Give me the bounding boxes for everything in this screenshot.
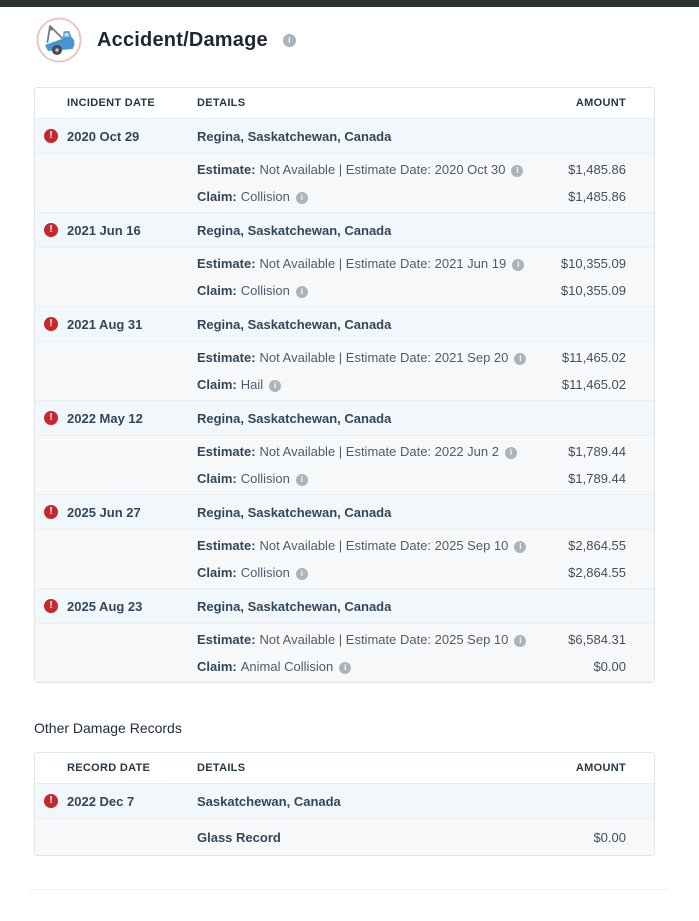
alert-gutter <box>35 223 67 237</box>
tow-truck-icon <box>36 17 82 63</box>
estimate-amount: $11,465.02 <box>561 350 626 365</box>
alert-icon: ! <box>44 505 58 519</box>
incident-location: Regina, Saskatchewan, Canada <box>197 504 392 520</box>
incident-location: Regina, Saskatchewan, Canada <box>197 598 392 614</box>
claim-amount: $2,864.55 <box>568 565 626 580</box>
claim-text <box>197 565 308 580</box>
estimate-value: Not Available | Estimate Date: 2021 Sep 20 <box>259 350 509 365</box>
claim-value: Collision <box>240 565 290 580</box>
other-damage-title: Other Damage Records <box>34 720 182 736</box>
table-header <box>35 753 654 783</box>
incident-date: 2021 Aug 31 <box>67 316 143 332</box>
claim-amount: $1,485.86 <box>568 189 626 204</box>
estimate-label: Estimate: <box>197 632 256 647</box>
estimate-label: Estimate: <box>197 538 256 553</box>
estimate-label: Estimate: <box>197 162 256 177</box>
estimate-label: Estimate: <box>197 256 256 271</box>
estimate-text <box>197 256 524 271</box>
incident-date: 2021 Jun 16 <box>67 222 141 238</box>
alert-icon: ! <box>44 411 58 425</box>
incident-detail-block <box>35 623 654 682</box>
incident-location: Regina, Saskatchewan, Canada <box>197 128 392 144</box>
col-details: DETAILS <box>197 762 246 774</box>
record-line <box>197 819 626 855</box>
alert-icon: ! <box>44 599 58 613</box>
incident-detail-block <box>35 435 654 494</box>
alert-gutter <box>35 129 67 143</box>
info-icon[interactable]: i <box>505 447 517 459</box>
estimate-value: Not Available | Estimate Date: 2022 Jun 2 <box>259 444 499 459</box>
incident-date-row <box>35 118 654 153</box>
incident-date: 2025 Jun 27 <box>67 504 141 520</box>
alert-icon: ! <box>44 317 58 331</box>
page-title: Accident/Damage <box>97 28 268 51</box>
estimate-line <box>197 626 626 653</box>
claim-value: Hail <box>240 377 264 392</box>
col-details: DETAILS <box>197 97 246 109</box>
info-icon[interactable]: i <box>339 662 351 674</box>
record-location: Saskatchewan, Canada <box>197 793 341 809</box>
claim-amount: $1,789.44 <box>568 471 626 486</box>
claim-line <box>197 371 626 398</box>
col-amount: AMOUNT <box>575 97 626 109</box>
info-icon[interactable]: i <box>269 380 281 392</box>
estimate-label: Estimate: <box>197 350 256 365</box>
col-record-date: RECORD DATE <box>67 762 151 774</box>
incident-location: Regina, Saskatchewan, Canada <box>197 316 392 332</box>
section-header <box>36 17 699 63</box>
estimate-amount: $1,789.44 <box>568 444 626 459</box>
incident-date-row <box>35 306 654 341</box>
alert-gutter <box>35 599 67 613</box>
incident-detail-block <box>35 341 654 400</box>
record-type: Glass Record <box>197 829 281 845</box>
incident-detail-block <box>35 247 654 306</box>
claim-amount: $11,465.02 <box>561 377 626 392</box>
incident-location: Regina, Saskatchewan, Canada <box>197 410 392 426</box>
col-amount: AMOUNT <box>575 762 626 774</box>
estimate-value: Not Available | Estimate Date: 2025 Sep 10 <box>259 632 509 647</box>
incident-detail-block <box>35 529 654 588</box>
estimate-label: Estimate: <box>197 444 256 459</box>
incident-date-row <box>35 588 654 623</box>
estimate-text <box>197 444 517 459</box>
info-icon[interactable]: i <box>296 192 308 204</box>
alert-gutter <box>35 505 67 519</box>
claim-value: Collision <box>240 471 290 486</box>
incident-date-row <box>35 212 654 247</box>
estimate-amount: $1,485.86 <box>568 162 626 177</box>
claim-text <box>197 189 308 204</box>
incident-date-row <box>35 494 654 529</box>
table-header <box>35 88 654 118</box>
col-incident-date: INCIDENT DATE <box>67 97 156 109</box>
top-bar <box>0 0 699 7</box>
info-icon[interactable]: i <box>512 259 524 271</box>
claim-label: Claim: <box>197 189 237 204</box>
estimate-line <box>197 344 626 371</box>
estimate-value: Not Available | Estimate Date: 2020 Oct 30 <box>259 162 506 177</box>
claim-line <box>197 465 626 492</box>
estimate-line <box>197 438 626 465</box>
estimate-text <box>197 632 526 647</box>
alert-icon: ! <box>44 129 58 143</box>
estimate-value: Not Available | Estimate Date: 2025 Sep 10 <box>259 538 509 553</box>
incident-date: 2022 May 12 <box>67 410 143 426</box>
alert-gutter <box>35 794 67 808</box>
info-icon[interactable]: i <box>296 568 308 580</box>
info-icon[interactable]: i <box>283 34 296 47</box>
claim-value: Collision <box>240 283 290 298</box>
record-amount: $0.00 <box>593 829 626 845</box>
claim-label: Claim: <box>197 377 237 392</box>
info-icon[interactable]: i <box>514 353 526 365</box>
estimate-amount: $6,584.31 <box>568 632 626 647</box>
estimate-text <box>197 538 526 553</box>
estimate-amount: $10,355.09 <box>560 256 626 271</box>
incident-detail-block <box>35 153 654 212</box>
claim-text <box>197 283 308 298</box>
estimate-line <box>197 250 626 277</box>
estimate-line <box>197 156 626 183</box>
info-icon[interactable]: i <box>296 474 308 486</box>
incident-date: 2020 Oct 29 <box>67 128 140 144</box>
claim-line <box>197 183 626 210</box>
record-detail-block <box>35 818 654 855</box>
estimate-text <box>197 350 526 365</box>
info-icon[interactable]: i <box>514 541 526 553</box>
alert-icon: ! <box>44 794 58 808</box>
claim-line <box>197 277 626 304</box>
claim-amount: $10,355.09 <box>560 283 626 298</box>
claim-value: Animal Collision <box>240 659 334 674</box>
claim-label: Claim: <box>197 471 237 486</box>
claim-line <box>197 559 626 586</box>
estimate-text <box>197 162 523 177</box>
alert-gutter <box>35 411 67 425</box>
alert-gutter <box>35 317 67 331</box>
other-damage-table <box>34 752 655 856</box>
claim-label: Claim: <box>197 283 237 298</box>
info-icon[interactable]: i <box>296 286 308 298</box>
estimate-line <box>197 532 626 559</box>
claim-amount: $0.00 <box>593 659 626 674</box>
claim-value: Collision <box>240 189 290 204</box>
incident-location: Regina, Saskatchewan, Canada <box>197 222 392 238</box>
record-date: 2022 Dec 7 <box>67 793 135 809</box>
claim-text <box>197 471 308 486</box>
claim-label: Claim: <box>197 565 237 580</box>
accident-damage-table <box>34 87 655 683</box>
estimate-amount: $2,864.55 <box>568 538 626 553</box>
claim-label: Claim: <box>197 659 237 674</box>
incident-date: 2025 Aug 23 <box>67 598 143 614</box>
claim-line <box>197 653 626 680</box>
claim-text <box>197 377 281 392</box>
section-divider <box>30 889 669 890</box>
info-icon[interactable]: i <box>511 165 523 177</box>
claim-text <box>197 659 351 674</box>
info-icon[interactable]: i <box>514 635 526 647</box>
estimate-value: Not Available | Estimate Date: 2021 Jun 19 <box>259 256 507 271</box>
incident-date-row <box>35 400 654 435</box>
alert-icon: ! <box>44 223 58 237</box>
record-date-row <box>35 783 654 818</box>
